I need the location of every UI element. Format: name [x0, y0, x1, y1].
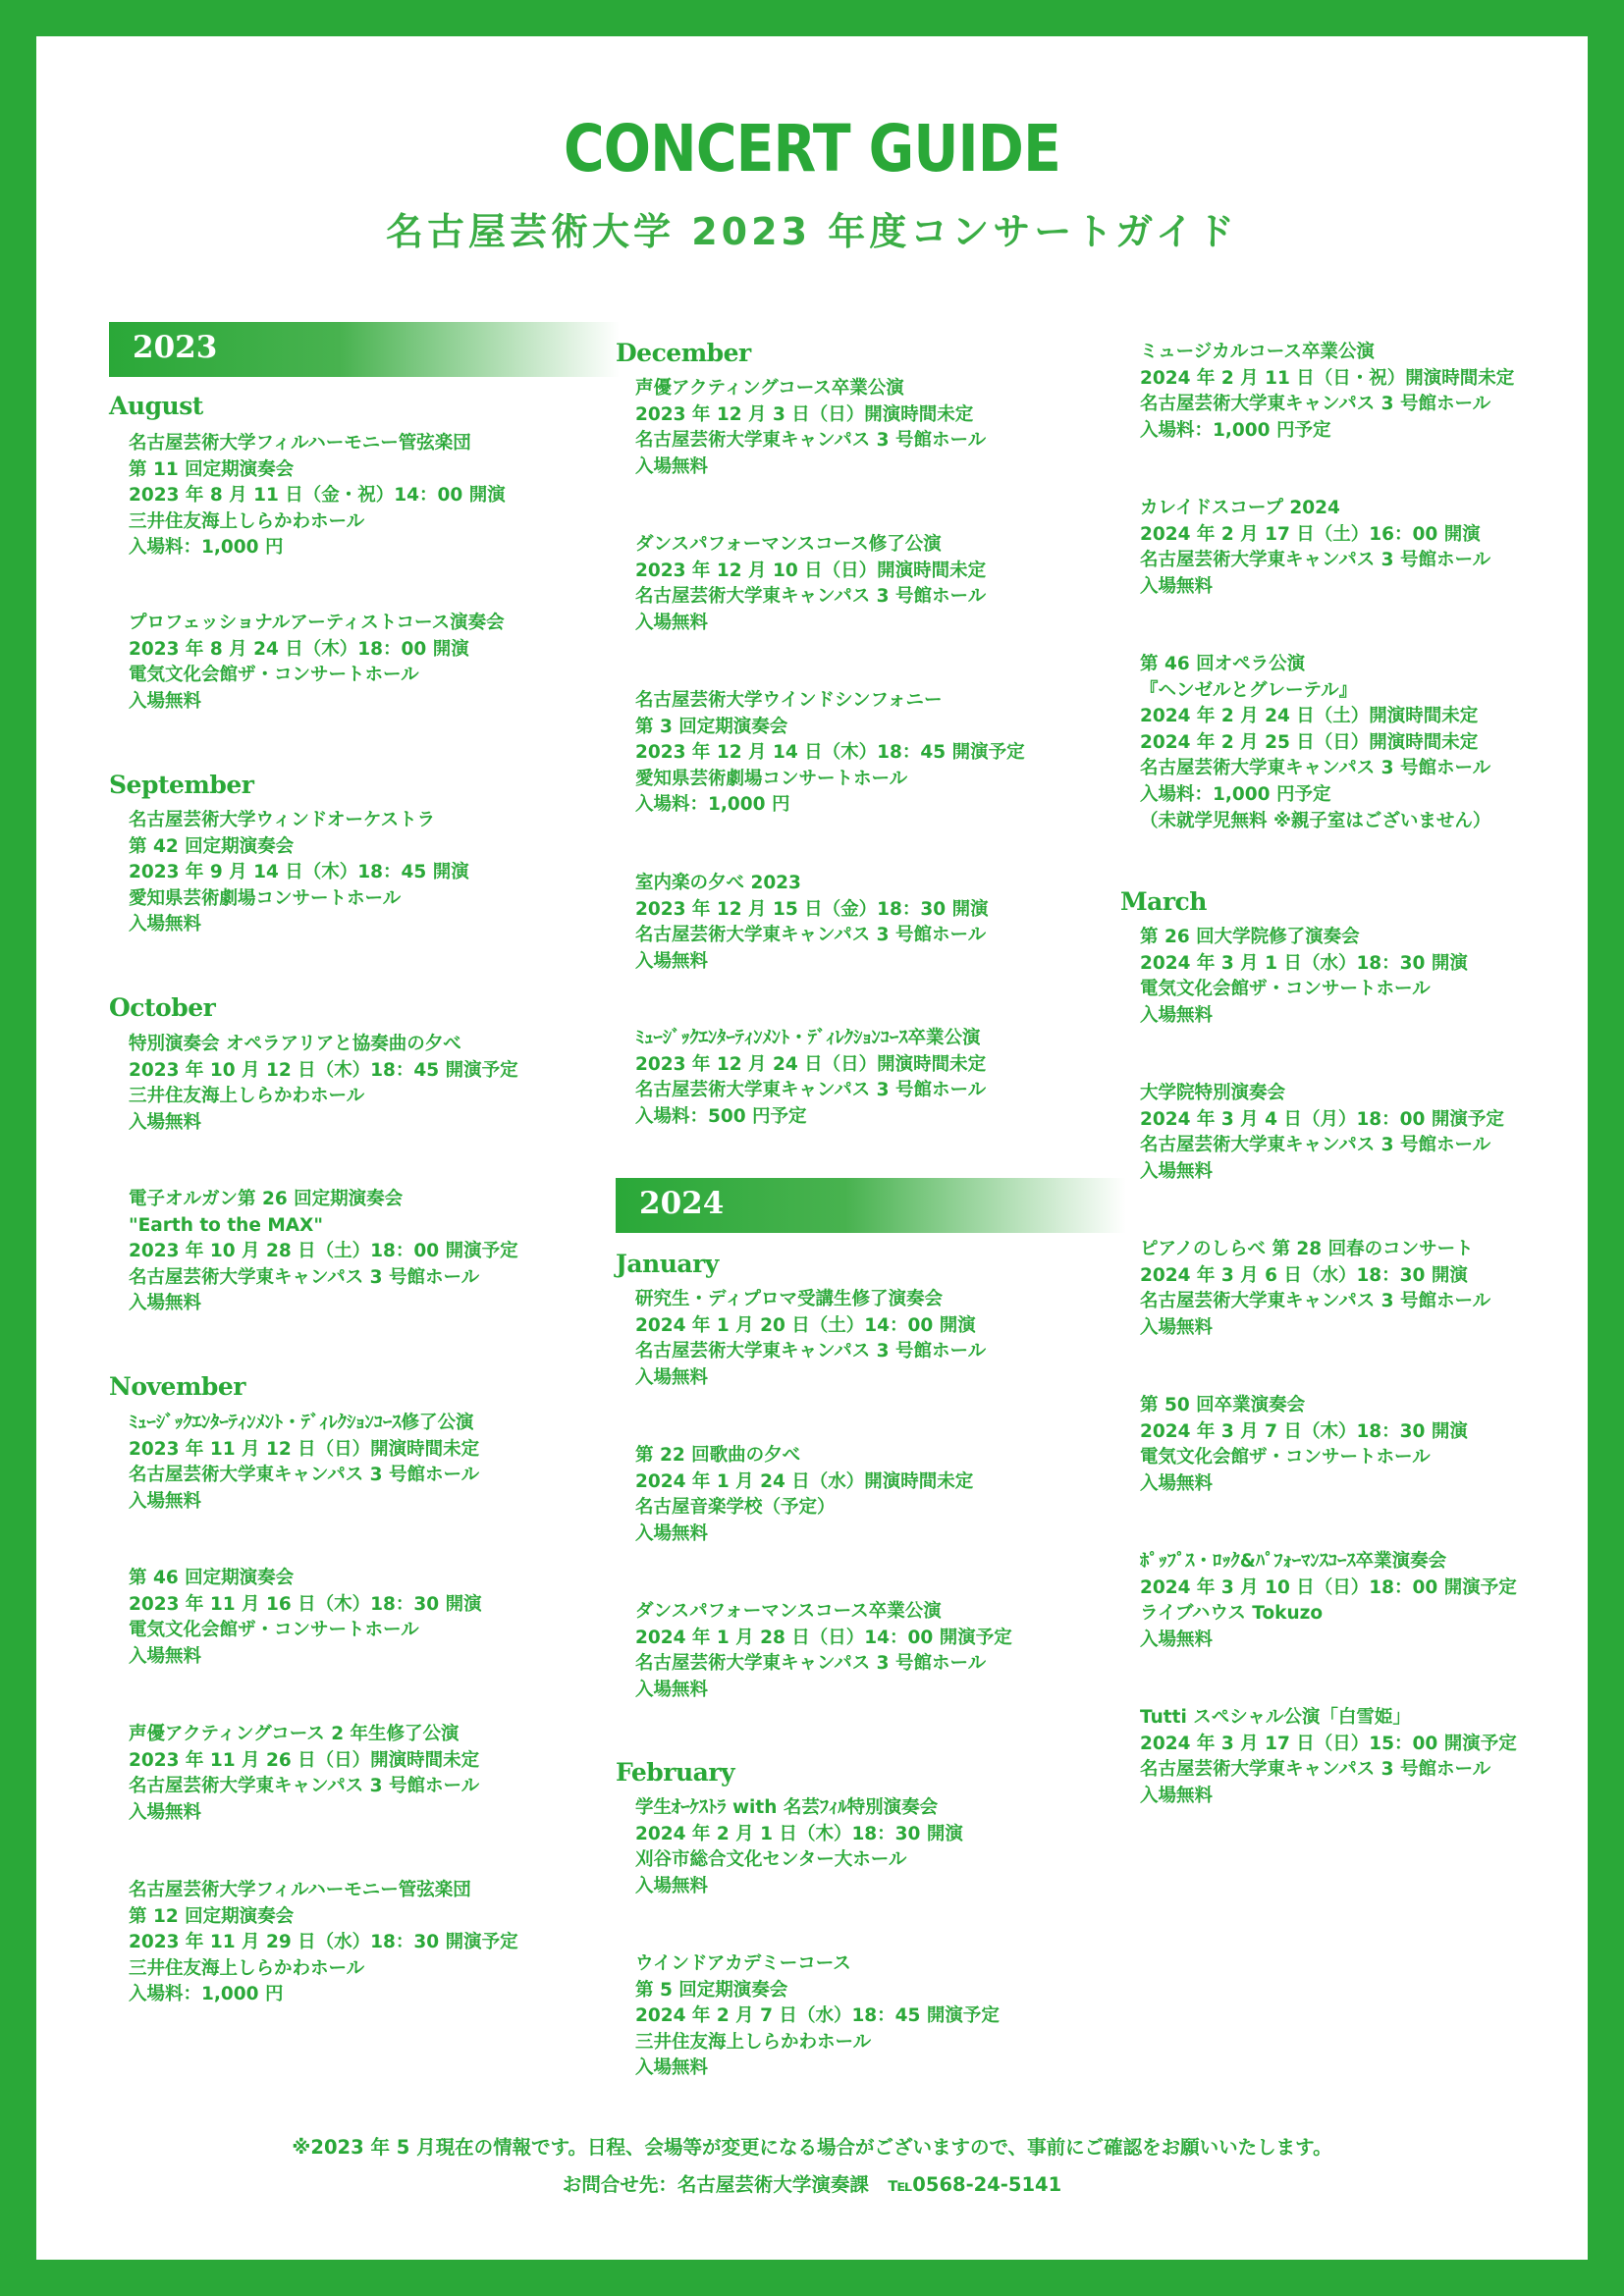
event-line: 入場無料 [1140, 575, 1214, 597]
event-item [129, 431, 506, 561]
year-banner-2023 [109, 322, 620, 377]
event-line: 入場無料 [635, 1366, 709, 1388]
event-item [129, 1878, 518, 2008]
event-line: 2024 年 2 月 1 日（木）18：30 開演 [635, 1823, 963, 1844]
month-heading-march: March [1120, 887, 1207, 916]
event-line: 名古屋芸術大学東キャンパス 3 号館ホール [635, 1080, 987, 1101]
event-line: 電気文化会館ザ・コンサートホール [1140, 1447, 1431, 1468]
event-line: 2024 年 3 月 4 日（月）18：00 開演予定 [1140, 1108, 1504, 1130]
event-line: 第 46 回オペラ公演 [1140, 654, 1306, 674]
event-line: 特別演奏会 オペラアリアと協奏曲の夕べ [129, 1034, 461, 1054]
event-item [129, 1722, 479, 1826]
event-line: Tutti スペシャル公演「白雪姫」 [1140, 1707, 1411, 1728]
event-line: 入場無料 [1140, 1472, 1214, 1494]
event-item [635, 1287, 986, 1391]
event-item [635, 1443, 973, 1547]
event-line: ピアノのしらべ 第 28 回春のコンサート [1140, 1239, 1474, 1259]
event-item [635, 688, 1025, 819]
event-line: 2023 年 12 月 15 日（金）18：30 開演 [635, 898, 989, 920]
month-heading-december: December [616, 339, 751, 367]
event-line: 2023 年 8 月 24 日（木）18：00 開演 [129, 638, 469, 660]
event-line: 2023 年 12 月 14 日（木）18：45 開演予定 [635, 742, 1025, 764]
event-line: ミュージカルコース卒業公演 [1140, 342, 1375, 362]
event-line: 第 26 回大学院修了演奏会 [1140, 927, 1360, 947]
event-line: 第 3 回定期演奏会 [635, 716, 788, 737]
event-line: 名古屋芸術大学東キャンパス 3 号館ホール [1140, 1759, 1491, 1781]
event-line: ﾐｭｰｼﾞｯｸｴﾝﾀｰﾃｨﾝﾒﾝﾄ・ﾃﾞｨﾚｸｼｮﾝｺｰｽ卒業公演 [635, 1028, 981, 1048]
event-line: 第 46 回定期演奏会 [129, 1568, 295, 1588]
event-line: 2024 年 2 月 17 日（土）16：00 開演 [1140, 523, 1481, 545]
month-heading-august: August [109, 392, 203, 420]
event-line: 名古屋芸術大学東キャンパス 3 号館ホール [635, 1341, 987, 1362]
event-line: 名古屋芸術大学フィルハーモニー管弦楽団 [129, 433, 471, 454]
event-item [129, 808, 469, 938]
event-line: 第 5 回定期演奏会 [635, 1979, 788, 2001]
event-line: 2023 年 11 月 16 日（木）18：30 開演 [129, 1593, 482, 1615]
event-line: 三井住友海上しらかわホール [635, 2031, 872, 2053]
event-item [1140, 1393, 1468, 1497]
event-line: 入場料：1,000 円 [129, 1984, 284, 2005]
event-line: 2023 年 10 月 28 日（土）18：00 開演予定 [129, 1241, 518, 1262]
event-item [635, 532, 986, 636]
event-line: 2024 年 3 月 1 日（水）18：30 開演 [1140, 952, 1468, 974]
event-line: 第 22 回歌曲の夕べ [635, 1445, 801, 1466]
event-line: 入場料：1,000 円予定 [1140, 419, 1331, 441]
event-line: 入場無料 [1140, 1629, 1214, 1650]
event-item [635, 1951, 1000, 2082]
event-line: 2024 年 3 月 17 日（日）15：00 開演予定 [1140, 1733, 1517, 1754]
event-line: 入場無料 [635, 1522, 709, 1544]
event-line: 名古屋芸術大学東キャンパス 3 号館ホール [129, 1266, 480, 1288]
event-line: 2023 年 11 月 12 日（日）開演時間未定 [129, 1438, 480, 1460]
event-line: ライブハウス Tokuzo [1140, 1603, 1324, 1625]
event-line: 電気文化会館ザ・コンサートホール [129, 1620, 419, 1641]
month-heading-september: September [109, 771, 254, 799]
event-line: 電子オルガン第 26 回定期演奏会 [129, 1189, 404, 1209]
event-line: 名古屋芸術大学フィルハーモニー管弦楽団 [129, 1880, 471, 1900]
event-line: 入場無料 [1140, 1316, 1214, 1338]
event-item [1140, 925, 1468, 1029]
event-line: 名古屋芸術大学ウィンドオーケストラ [129, 810, 436, 830]
event-line: 入場無料 [129, 690, 202, 712]
event-line: 入場無料 [1140, 1160, 1214, 1182]
event-line: 学生ｵｰｹｽﾄﾗ with 名芸ﾌｨﾙ特別演奏会 [635, 1797, 939, 1818]
event-line: 名古屋音楽学校（予定） [635, 1497, 836, 1519]
event-line: 2024 年 2 月 24 日（土）開演時間未定 [1140, 706, 1479, 727]
event-line: （未就学児無料 ※親子室はございません） [1140, 810, 1491, 831]
event-line: 2023 年 11 月 29 日（水）18：30 開演予定 [129, 1932, 518, 1953]
event-line: 2024 年 1 月 20 日（土）14：00 開演 [635, 1314, 976, 1336]
event-line: 入場料：1,000 円 [635, 794, 790, 816]
event-line: 三井住友海上しらかわホール [129, 1086, 365, 1107]
event-line: 2024 年 3 月 10 日（日）18：00 開演予定 [1140, 1576, 1517, 1598]
event-item [129, 1566, 482, 1670]
event-line: 名古屋芸術大学東キャンパス 3 号館ホール [635, 925, 987, 946]
event-line: ﾐｭｰｼﾞｯｸｴﾝﾀｰﾃｨﾝﾒﾝﾄ・ﾃﾞｨﾚｸｼｮﾝｺｰｽ修了公演 [129, 1413, 474, 1433]
event-item [129, 1032, 518, 1136]
event-line: 入場無料 [1140, 1785, 1214, 1806]
event-line: 名古屋芸術大学東キャンパス 3 号館ホール [129, 1465, 480, 1486]
event-line: 電気文化会館ザ・コンサートホール [129, 665, 419, 686]
event-line: 声優アクティングコース 2 年生修了公演 [129, 1724, 460, 1744]
event-line: 名古屋芸術大学東キャンパス 3 号館ホール [1140, 1135, 1491, 1156]
event-line: 名古屋芸術大学東キャンパス 3 号館ホール [1140, 550, 1491, 571]
year-banner-2024 [616, 1178, 1126, 1233]
event-item [129, 1411, 479, 1515]
event-line: 入場無料 [635, 1875, 709, 1896]
concert-guide-sheet [36, 36, 1588, 2260]
event-line: 名古屋芸術大学ウインドシンフォニー [635, 690, 943, 711]
event-item [1140, 1081, 1504, 1185]
event-item [1140, 496, 1490, 600]
event-line: ダンスパフォーマンスコース修了公演 [635, 534, 942, 555]
month-heading-october: October [109, 993, 216, 1022]
event-line: 入場無料 [129, 1293, 202, 1314]
footer-contact: お問合せ先：名古屋芸術大学演奏課 ℡0568-24-5141 [562, 2173, 1062, 2196]
event-line: 第 11 回定期演奏会 [129, 458, 295, 480]
event-line: 2023 年 10 月 12 日（木）18：45 開演予定 [129, 1059, 518, 1081]
event-line: 2023 年 9 月 14 日（木）18：45 開演 [129, 862, 469, 883]
event-line: 入場無料 [1140, 1004, 1214, 1026]
event-line: 研究生・ディプロマ受講生修了演奏会 [635, 1289, 944, 1309]
event-line: 入場料：1,000 円予定 [1140, 783, 1331, 805]
event-line: ウインドアカデミーコース [635, 1953, 851, 1974]
event-line: 入場無料 [635, 612, 709, 633]
event-line: 2024 年 3 月 7 日（木）18：30 開演 [1140, 1420, 1468, 1442]
month-heading-november: November [109, 1372, 245, 1401]
page-subtitle: 名古屋芸術大学 2023 年度コンサートガイド [386, 210, 1238, 253]
page-title: CONCERT GUIDE [563, 111, 1060, 187]
footer-note: ※2023 年 5 月現在の情報です。日程、会場等が変更になる場合がございますので、事前にご確認をお願いいたします。 [292, 2136, 1332, 2159]
event-line: 2024 年 1 月 28 日（日）14：00 開演予定 [635, 1627, 1012, 1648]
event-item [1140, 1549, 1517, 1653]
event-line: 入場無料 [129, 1645, 202, 1667]
event-line: カレイドスコープ 2024 [1140, 498, 1340, 518]
event-line: 刈谷市総合文化センター大ホール [635, 1849, 907, 1871]
event-line: "Earth to the MAX" [129, 1214, 323, 1236]
event-line: 名古屋芸術大学東キャンパス 3 号館ホール [635, 430, 987, 452]
month-heading-february: February [616, 1758, 735, 1787]
event-line: 2024 年 3 月 6 日（水）18：30 開演 [1140, 1264, 1468, 1286]
event-line: 電気文化会館ザ・コンサートホール [1140, 979, 1431, 1000]
year-label: 2023 [133, 330, 218, 365]
event-item [129, 1187, 518, 1317]
event-item [1140, 1705, 1517, 1809]
event-line: 入場料：1,000 円 [129, 537, 284, 559]
event-line: 声優アクティングコース卒業公演 [635, 378, 904, 399]
event-line: 名古屋芸術大学東キャンパス 3 号館ホール [1140, 1291, 1491, 1312]
event-line: ﾎﾟｯﾌﾟｽ・ﾛｯｸ&ﾊﾟﾌｫｰﾏﾝｽｺｰｽ卒業演奏会 [1140, 1551, 1447, 1572]
event-line: 三井住友海上しらかわホール [129, 1957, 365, 1979]
event-line: 2023 年 12 月 24 日（日）開演時間未定 [635, 1053, 987, 1075]
event-line: 大学院特別演奏会 [1140, 1083, 1286, 1103]
event-line: 2024 年 2 月 11 日（日・祝）開演時間未定 [1140, 367, 1515, 389]
event-line: 第 50 回卒業演奏会 [1140, 1395, 1306, 1415]
event-line: 入場無料 [635, 2057, 709, 2079]
event-line: 『ヘンゼルとグレーテル』 [1140, 679, 1358, 701]
event-line: 2023 年 12 月 10 日（日）開演時間未定 [635, 560, 987, 581]
event-line: 第 42 回定期演奏会 [129, 835, 295, 857]
event-item [635, 1026, 986, 1130]
event-line: 入場無料 [129, 914, 202, 935]
event-line: ダンスパフォーマンスコース卒業公演 [635, 1601, 942, 1622]
event-line: 入場無料 [129, 1801, 202, 1823]
event-line: 三井住友海上しらかわホール [129, 510, 365, 532]
event-line: 入場無料 [635, 1679, 709, 1700]
event-line: 名古屋芸術大学東キャンパス 3 号館ホール [635, 586, 987, 608]
event-line: 入場無料 [635, 455, 709, 477]
event-line: 2024 年 2 月 25 日（日）開演時間未定 [1140, 731, 1479, 753]
event-line: 入場無料 [129, 1490, 202, 1512]
event-item [1140, 1237, 1490, 1341]
month-heading-january: January [616, 1250, 719, 1278]
event-line: 入場料：500 円予定 [635, 1105, 807, 1127]
event-line: 愛知県芸術劇場コンサートホール [635, 768, 908, 789]
event-line: 第 12 回定期演奏会 [129, 1905, 295, 1927]
event-line: 2023 年 12 月 3 日（日）開演時間未定 [635, 403, 974, 425]
event-item [1140, 652, 1490, 834]
event-line: 入場無料 [129, 1111, 202, 1133]
year-label: 2024 [639, 1186, 725, 1221]
event-item [129, 611, 505, 715]
event-line: 名古屋芸術大学東キャンパス 3 号館ホール [1140, 758, 1491, 779]
event-line: 名古屋芸術大学東キャンパス 3 号館ホール [635, 1653, 987, 1675]
event-line: 2024 年 2 月 7 日（水）18：45 開演予定 [635, 2005, 1000, 2027]
event-line: 室内楽の夕べ 2023 [635, 873, 801, 893]
event-line: 入場無料 [635, 950, 709, 972]
event-line: 2023 年 11 月 26 日（日）開演時間未定 [129, 1749, 480, 1771]
event-line: 2023 年 8 月 11 日（金・祝）14：00 開演 [129, 485, 506, 507]
event-item [635, 376, 986, 480]
event-item [1140, 340, 1514, 444]
event-line: 愛知県芸術劇場コンサートホール [129, 887, 402, 909]
event-item [635, 1599, 1012, 1703]
event-line: 2024 年 1 月 24 日（水）開演時間未定 [635, 1470, 974, 1492]
event-line: プロフェッショナルアーティストコース演奏会 [129, 613, 505, 633]
event-line: 名古屋芸術大学東キャンパス 3 号館ホール [129, 1776, 480, 1797]
event-line: 名古屋芸術大学東キャンパス 3 号館ホール [1140, 394, 1491, 415]
event-item [635, 871, 989, 975]
event-item [635, 1795, 963, 1899]
